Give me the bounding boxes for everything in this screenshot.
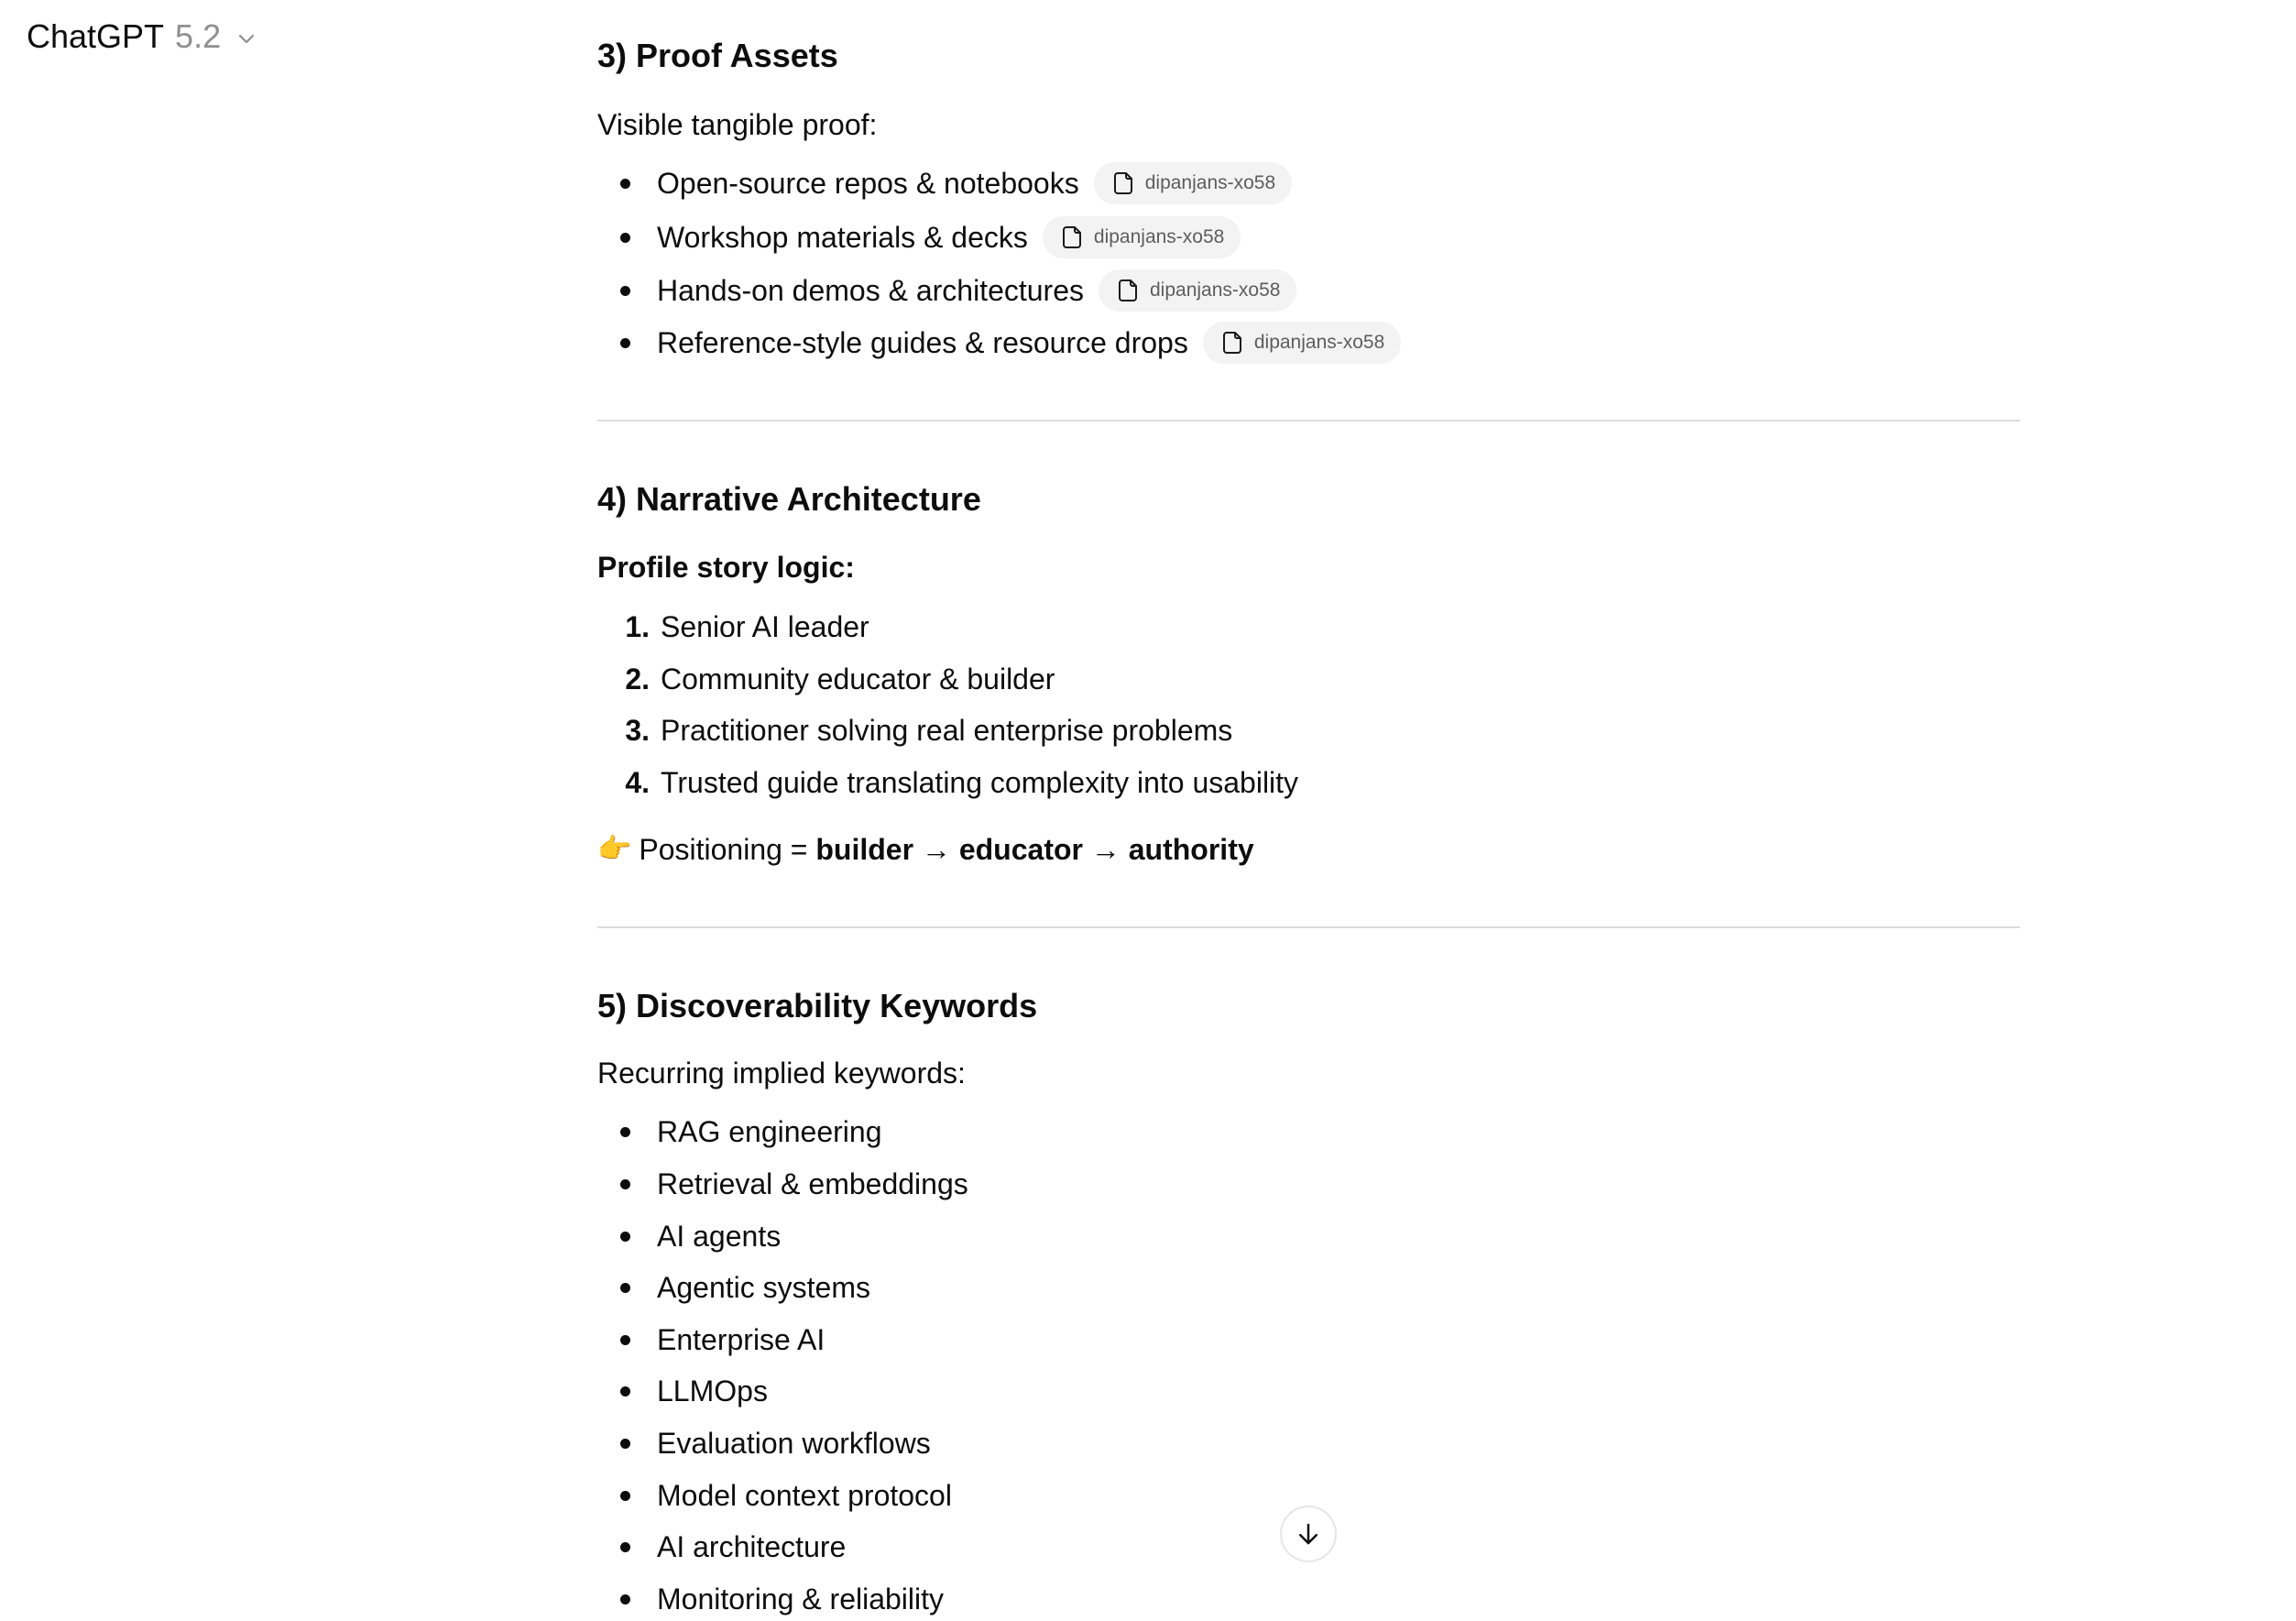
- item-number: 1.: [625, 609, 650, 643]
- positioning-statement: [597, 831, 1254, 868]
- list-item-text: Evaluation workflows: [657, 1427, 931, 1460]
- list-item-text: LLMOps: [657, 1375, 768, 1407]
- item-number: 2.: [625, 662, 650, 695]
- scroll-to-bottom-button[interactable]: [1280, 1506, 1337, 1562]
- app-title: ChatGPT: [27, 17, 165, 55]
- list-item: [597, 1162, 968, 1206]
- list-item: [597, 1369, 768, 1413]
- numbered-item: [597, 657, 1055, 701]
- list-item-text: Enterprise AI: [657, 1323, 825, 1356]
- bullet: [620, 179, 630, 189]
- list-item: [597, 1473, 952, 1517]
- item-text: Senior AI leader: [661, 610, 869, 643]
- list-item: [597, 321, 1401, 365]
- item-number: 4.: [625, 765, 650, 799]
- item-text: Trusted guide translating complexity into usability: [661, 766, 1299, 799]
- list-item-text: Hands-on demos & architectures: [657, 274, 1084, 307]
- positioning-authority: authority: [1128, 833, 1254, 866]
- bullet: [620, 1335, 630, 1345]
- bullet: [620, 1127, 630, 1137]
- section-heading-proof-assets: 3) Proof Assets: [597, 37, 838, 74]
- source-citation-pill[interactable]: [1203, 322, 1401, 364]
- list-item: [597, 161, 1292, 205]
- numbered-item: [597, 708, 1232, 752]
- list-item: [597, 215, 1241, 259]
- positioning-educator: educator: [958, 833, 1083, 866]
- source-label: dipanjans-xo58: [1150, 279, 1281, 301]
- source-citation-pill[interactable]: [1094, 162, 1292, 204]
- list-item-text: Agentic systems: [657, 1271, 870, 1304]
- arrow-icon: →: [913, 833, 959, 866]
- bullet: [620, 1283, 630, 1293]
- chevron-down-icon: [235, 27, 257, 49]
- arrow-icon: →: [1082, 833, 1129, 866]
- file-icon: [1112, 170, 1134, 196]
- source-label: dipanjans-xo58: [1253, 332, 1385, 353]
- list-item: [597, 268, 1296, 312]
- bullet: [620, 1491, 630, 1501]
- keywords-intro: Recurring implied keywords:: [597, 1057, 966, 1090]
- bullet: [620, 1386, 630, 1396]
- model-switcher[interactable]: [27, 13, 257, 60]
- file-icon: [1221, 330, 1243, 356]
- list-item: [597, 1214, 781, 1258]
- list-item-text: Open-source repos & notebooks: [657, 167, 1079, 200]
- list-item-text: RAG engineering: [657, 1115, 882, 1148]
- item-text: Practitioner solving real enterprise problems: [661, 714, 1233, 747]
- list-item-text: Monitoring & reliability: [657, 1583, 945, 1616]
- narrative-subtitle: Profile story logic:: [597, 551, 855, 584]
- list-item: [597, 1318, 825, 1362]
- section-divider: [597, 420, 2020, 422]
- pointing-hand-icon: 👉: [597, 834, 632, 864]
- list-item: [597, 1265, 870, 1309]
- section-heading-narrative: 4) Narrative Architecture: [597, 480, 981, 518]
- file-icon: [1117, 278, 1139, 303]
- list-item-text: Workshop materials & decks: [657, 221, 1028, 254]
- list-item: [597, 1110, 881, 1154]
- bullet: [620, 1594, 630, 1605]
- section-heading-keywords: 5) Discoverability Keywords: [597, 987, 1038, 1024]
- section-divider: [597, 926, 2020, 928]
- list-item: [597, 1577, 944, 1621]
- bullet: [620, 338, 630, 348]
- list-item: [597, 1525, 846, 1569]
- model-version: 5.2: [175, 17, 222, 55]
- source-citation-pill[interactable]: [1043, 216, 1241, 258]
- list-item: [597, 1421, 931, 1465]
- positioning-prefix: Positioning =: [639, 833, 816, 866]
- numbered-item: [597, 605, 869, 649]
- numbered-item: [597, 761, 1298, 805]
- proof-assets-intro: Visible tangible proof:: [597, 108, 878, 141]
- source-label: dipanjans-xo58: [1144, 172, 1276, 193]
- bullet: [620, 1232, 630, 1242]
- bullet: [620, 233, 630, 243]
- list-item-text: Reference-style guides & resource drops: [657, 326, 1188, 359]
- list-item-text: AI agents: [657, 1220, 782, 1253]
- bullet: [620, 1179, 630, 1189]
- file-icon: [1061, 225, 1083, 250]
- list-item-text: AI architecture: [657, 1530, 847, 1563]
- list-item-text: Retrieval & embeddings: [657, 1167, 968, 1200]
- bullet: [620, 1439, 630, 1449]
- bullet: [620, 1542, 630, 1552]
- list-item-text: Model context protocol: [657, 1479, 952, 1512]
- bullet: [620, 286, 630, 296]
- item-number: 3.: [625, 713, 650, 747]
- positioning-builder: builder: [815, 833, 914, 866]
- arrow-down-icon: [1295, 1520, 1322, 1548]
- item-text: Community educator & builder: [661, 663, 1055, 695]
- source-label: dipanjans-xo58: [1093, 226, 1225, 247]
- source-citation-pill[interactable]: [1099, 269, 1296, 312]
